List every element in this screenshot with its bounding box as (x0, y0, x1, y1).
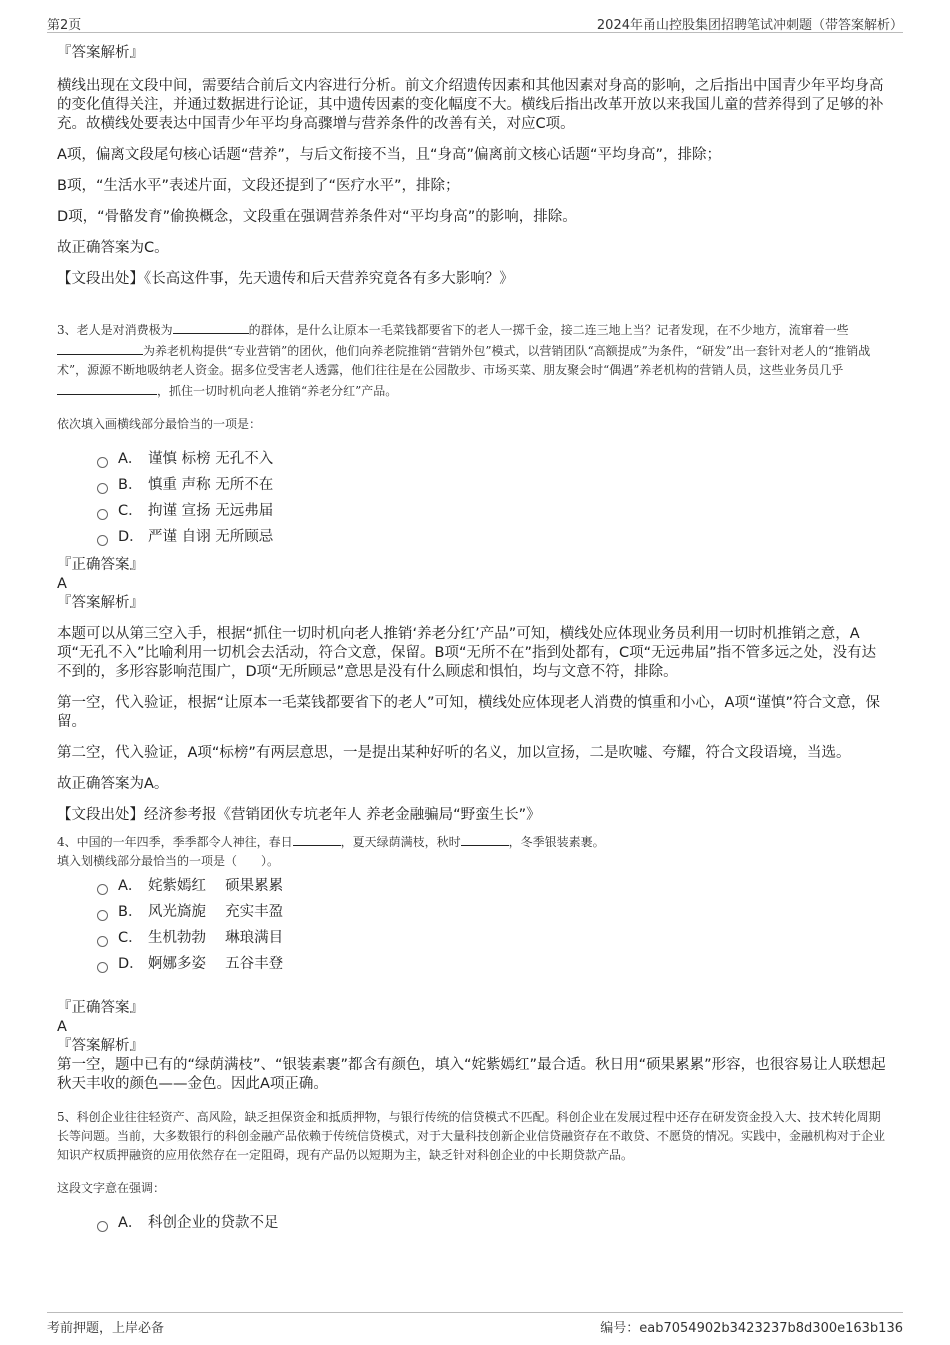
q4-option-c[interactable]: C． 生机勃勃 琳琅满目 (97, 925, 890, 951)
radio-icon[interactable] (97, 936, 108, 947)
q4-option-d[interactable]: D． 婀娜多姿 五谷丰登 (97, 951, 890, 977)
radio-icon[interactable] (97, 884, 108, 895)
q3-option-a[interactable]: A． 谨慎 标榜 无孔不入 (97, 446, 890, 472)
q3-source: 【文段出处】经济参考报《营销团伙专坑老年人 养老金融骗局“野蛮生长”》 (57, 807, 541, 823)
q4-blank-2 (461, 831, 509, 846)
q3-correct-label: 『正确答案』 (57, 557, 144, 573)
q3-option-d[interactable]: D． 严谨 自诩 无所顾忌 (97, 524, 890, 550)
q2-option-d-analysis: D项，“骨骼发育”偷换概念，文段重在强调营养条件对“平均身高”的影响，排除。 (57, 209, 577, 225)
q4-analysis-label: 『答案解析』 (57, 1038, 144, 1054)
radio-icon[interactable] (97, 483, 108, 494)
radio-icon[interactable] (97, 1221, 108, 1232)
q3-instruction: 依次填入画横线部分最恰当的一项是： (57, 417, 262, 431)
q3-analysis-2: 第一空，代入验证，根据“让原本一毛菜钱都要省下的老人”可知，横线处应体现老人消费的慎重和小心，A项“谨慎”符合文意，保留。 (57, 695, 880, 730)
page-footer (47, 1312, 903, 1337)
page-content (57, 44, 890, 1242)
q2-answer: 故正确答案为C。 (57, 240, 169, 256)
q4-option-a[interactable]: A． 姹紫嫣红 硕果累累 (97, 873, 890, 899)
q3-option-c[interactable]: C． 拘谨 宣扬 无远弗届 (97, 498, 890, 524)
q5-instruction: 这段文字意在强调： (57, 1181, 166, 1195)
q5-option-a[interactable]: A． 科创企业的贷款不足 (97, 1210, 890, 1236)
q4-options (97, 873, 890, 977)
radio-icon[interactable] (97, 509, 108, 520)
footer-slogan: 考前押题，上岸必备 (47, 1321, 165, 1336)
q3-analysis-3: 第二空，代入验证，A项“标榜”有两层意思，一是提出某种好听的名义，加以宣扬，二是吹嘘、夸耀，符合文段语境，当选。 (57, 745, 851, 761)
q3-correct-answer: A (57, 576, 67, 592)
q2-source: 【文段出处】《长高这件事，先天遗传和后天营养究竟各有多大影响？》 (57, 271, 514, 287)
radio-icon[interactable] (97, 457, 108, 468)
q4-correct-answer: A (57, 1019, 67, 1035)
radio-icon[interactable] (97, 535, 108, 546)
q3-options (97, 446, 890, 550)
q5-question-text: 5、科创企业往往轻资产、高风险，缺乏担保资金和抵质押物，与银行传统的信贷模式不匹配。科创企业在发展过程中还存在研发资金投入大、技术转化周期长等问题。当前，大多数银行的科创金融产品依赖于传统信贷模式，对于大量科技创新企业信贷融资存在不敢贷、不愿贷的情况。实践中，金融机构对于企业知识产权质押融资的应用依然存在一定阻碍，现有产品仍以短期为主，缺乏针对科创企业的中长期贷款产品。 (57, 1110, 886, 1162)
q3-analysis-1: 本题可以从第三空入手，根据“抓住一切时机向老人推销‘养老分红’产品”可知，横线处应体现业务员利用一切时机推销之意，A项“无孔不入”比喻利用一切机会去活动，符合文意，保留。B项“无所不在”指到处都有，C项“无远弗届”指不管多远之处，没有达不到的，多形容影响范围广，D项“无所顾忌”意思是没有什么顾虑和惧怕，均与文意不符，排除。 (57, 626, 877, 680)
q3-question-text: 3、老人是对消费极为 的群体，是什么让原本一毛菜钱都要省下的老人一掷千金，接二连三地上当？记者发现，在不少地方，流窜着一些为养老机构提供“专业营销”的团伙，他们向养老院推销“营销外包”模式，以营销团队“高额提成”为条件，“研发”出一套针对老人的“推销战术”，源源不断地吸纳老人资金。据多位受害老人透露，他们往往是在公园散步、市场买菜、朋友聚会时“偶遇”养老机构的营销人员，这些业务员几乎，抓住一切时机向老人推销“养老分红”产品。 (57, 319, 890, 401)
q2-option-b-analysis: B项，“生活水平”表述片面，文段还提到了“医疗水平”，排除； (57, 178, 460, 194)
q2-analysis-label: 『答案解析』 (57, 45, 144, 61)
q3-option-b[interactable]: B． 慎重 声称 无所不在 (97, 472, 890, 498)
q4-correct-label: 『正确答案』 (57, 1000, 144, 1016)
radio-icon[interactable] (97, 962, 108, 973)
q3-blank-1 (173, 319, 249, 334)
q3-answer: 故正确答案为A。 (57, 776, 169, 792)
document-title: 2024年甬山控股集团招聘笔试冲刺题（带答案解析） (596, 18, 903, 33)
q3-analysis-label: 『答案解析』 (57, 595, 144, 611)
q4-analysis-text: 第一空，题中已有的“绿荫满枝”、“银装素裹”都含有颜色，填入“姹紫嫣红”最合适。秋日用“硕果累累”形容，也很容易让人联想起秋天丰收的颜色——金色。因此A项正确。 (57, 1057, 886, 1092)
q4-question-text: 4、中国的一年四季，季季都令人神往，春日 ，夏天绿荫满枝，秋时 ，冬季银装素裹。 (57, 831, 890, 852)
q4-option-b[interactable]: B． 风光旖旎 充实丰盈 (97, 899, 890, 925)
q3-blank-3 (57, 380, 157, 395)
q4-instruction: 填入划横线部分最恰当的一项是（ ）。 (57, 854, 280, 868)
q2-option-a-analysis: A项，偏离文段尾句核心话题“营养”，与后文衔接不当，且“身高”偏离前文核心话题“平均身高”，排除； (57, 147, 721, 163)
page-header (47, 12, 903, 33)
q2-analysis-text: 横线出现在文段中间，需要结合前后文内容进行分析。前文介绍遗传因素和其他因素对身高的影响，之后指出中国青少年平均身高的变化值得关注，并通过数据进行论证，其中遗传因素的变化幅度不大。横线后指出改革开放以来我国儿童的营养得到了足够的补充。故横线处要表达中国青少年平均身高骤增与营养条件的改善有关，对应C项。 (57, 78, 884, 132)
radio-icon[interactable] (97, 910, 108, 921)
q3-blank-2 (57, 340, 143, 355)
page-number: 第2页 (47, 18, 82, 33)
document-id: 编号：eab7054902b3423237b8d300e163b136 (600, 1321, 903, 1336)
q4-blank-1 (293, 831, 341, 846)
q5-options (97, 1210, 890, 1236)
